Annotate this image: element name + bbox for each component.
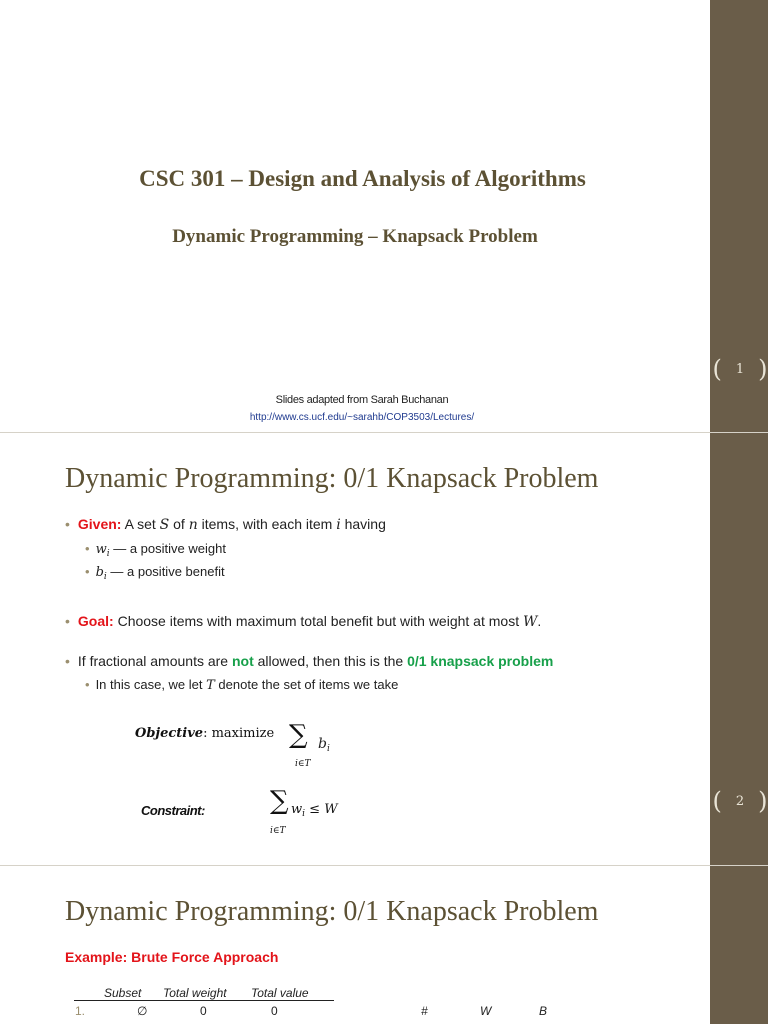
var-S: S (159, 517, 170, 533)
slide-1-link[interactable]: http://www.cs.ucf.edu/~sarahb/COP3503/Lectures/ (249, 412, 475, 423)
bullet-given (65, 516, 386, 533)
constraint-label: Constraint: (141, 803, 205, 818)
given-label: Given: (77, 516, 122, 532)
example-heading: Example: Brute Force Approach (65, 949, 279, 965)
slide-3-body (0, 866, 710, 1024)
col-header-subset: Subset (104, 986, 142, 1000)
bullet-case (85, 677, 398, 693)
slide-3-sidebar (710, 866, 768, 1024)
row-1-value: 0 (271, 1004, 278, 1018)
col-header-B: B (539, 1004, 548, 1018)
given-text: of (169, 516, 189, 532)
constraint-term-var: w (291, 802, 303, 817)
left-bracket-icon: ( (712, 787, 722, 815)
bullet-fractional (65, 653, 553, 669)
given-text: having (340, 516, 386, 532)
slide-1-subtitle: Dynamic Programming – Knapsack Problem (172, 226, 538, 247)
col-header-total-weight: Total weight (163, 986, 227, 1000)
var-w: w (95, 542, 107, 557)
fractional-text: If fractional amounts are (77, 653, 232, 669)
bullet-dot-icon: • (65, 516, 70, 532)
objective-colon: : (203, 726, 208, 741)
bullet-dot-icon: • (65, 653, 70, 669)
left-bracket-icon: ( (712, 355, 722, 383)
benefit-text: — a positive benefit (106, 564, 225, 579)
constraint-expression (291, 802, 338, 819)
table-header-rule (74, 1000, 334, 1001)
objective-line (135, 726, 274, 741)
slide-3 (0, 866, 768, 1024)
slide-1-body (0, 0, 710, 432)
fractional-text: allowed, then this is the (253, 653, 408, 669)
objective-sigma-icon: ∑ (289, 720, 308, 750)
var-w-sub: i (106, 549, 110, 559)
slide-number-1 (712, 354, 768, 384)
constraint-sigma-icon: ∑ (270, 786, 289, 816)
bullet-dot-icon: • (85, 677, 90, 692)
col-header-total-value: Total value (251, 986, 309, 1000)
fractional-highlight: 0/1 knapsack problem (407, 653, 554, 669)
var-b: b (95, 565, 104, 580)
right-bracket-icon: ) (758, 355, 768, 383)
constraint-sum-index: i∈T (270, 826, 286, 836)
constraint-term-sub: i (302, 809, 306, 819)
goal-end: . (537, 613, 542, 629)
bullet-dot-icon: • (65, 613, 70, 629)
slide-number-2-label: 2 (735, 793, 745, 809)
goal-text: Choose items with maximum total benefit but with weight at most (117, 613, 523, 629)
objective-term (318, 735, 330, 754)
var-i: i (336, 517, 341, 533)
slide-number-2 (712, 786, 768, 816)
var-W: W (522, 614, 538, 630)
var-b-sub: i (103, 572, 107, 582)
bullet-dot-icon: • (85, 541, 90, 556)
given-text: A set (124, 516, 160, 532)
slide-number-1-label: 1 (735, 361, 745, 377)
case-text: denote the set of items we take (214, 677, 399, 692)
row-1-subset: ∅ (137, 1004, 148, 1018)
bullet-goal (65, 613, 541, 630)
slide-2 (0, 433, 768, 865)
row-1-number: 1. (75, 1004, 86, 1018)
slide-2-title: Dynamic Programming: 0/1 Knapsack Problem (65, 463, 599, 494)
objective-term-var: b (318, 736, 327, 752)
row-1-weight: 0 (200, 1004, 207, 1018)
var-T: T (206, 678, 215, 693)
bullet-dot-icon: • (85, 564, 90, 579)
col-header-index: # (421, 1004, 428, 1018)
col-header-W: W (480, 1004, 492, 1018)
bullet-weight (85, 541, 226, 559)
slide-1-credit: Slides adapted from Sarah Buchanan (275, 394, 449, 406)
objective-sum-index: i∈T (295, 759, 311, 769)
var-n: n (188, 517, 198, 533)
objective-label: Objective (135, 726, 204, 741)
objective-term-sub: i (326, 744, 330, 754)
objective-word: maximize (211, 726, 275, 741)
weight-text: — a positive weight (109, 541, 226, 556)
bullet-benefit (85, 564, 225, 582)
slide-3-title: Dynamic Programming: 0/1 Knapsack Problem (65, 896, 599, 927)
right-bracket-icon: ) (758, 787, 768, 815)
slide-1 (0, 0, 768, 432)
constraint-relation: ≤ W (305, 802, 338, 817)
slide-1-title: CSC 301 – Design and Analysis of Algorithms (139, 166, 586, 191)
fractional-not: not (231, 653, 254, 669)
goal-label: Goal: (77, 613, 114, 629)
slide-2-body (0, 433, 710, 865)
given-text: items, with each item (197, 516, 337, 532)
case-text: In this case, we let (95, 677, 207, 692)
